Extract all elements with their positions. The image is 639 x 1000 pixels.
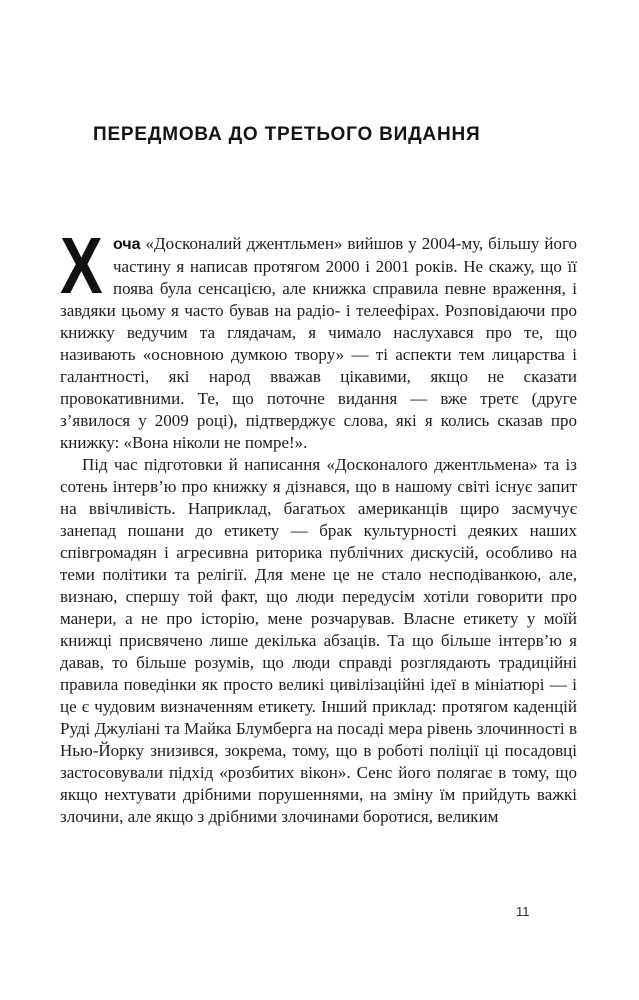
body-text <box>60 221 577 828</box>
chapter-title: ПЕРЕДМОВА ДО ТРЕТЬОГО ВИДАННЯ <box>93 124 481 145</box>
lead-bold-word: оча <box>113 236 141 253</box>
paragraph-1 <box>60 221 577 454</box>
drop-cap: Х <box>60 221 103 310</box>
paragraph-2: Під час підготовки й написання «Досконалого джентльмена» та із сотень інтерв’ю про книжку я дізнався, що в нашому світі існує запит на ввічливість. Наприклад, багатьох американців щиро засмучує занепад пошани до етикету — брак культурності деяких наших співгромадян і агресивна риторика публічних дискусій, особливо на теми політики та релігії. Для мене це не стало несподіванкою, але, визнаю, спершу той факт, що люди передусім хотіли говорити про манери, а не про історію, мене розчарував. Власне етикету у моїй книжці присвячено лише декілька абзаців. Та що більше інтерв’ю я давав, то більше розумів, що люди справді розглядають традиційні правила поведінки як просто великі цивілізаційні ідеї в мініатюрі — і це є чудовим визначенням етикету. Інший приклад: протягом каденцій Руді Джуліані та Майка Блумберга на посаді мера рівень злочинності в Нью-Йорку знизився, зокрема, тому, що в роботі поліції ці посадовці застосовували підхід «розбитих вікон». Сенс його полягає в тому, що якщо нехтувати дрібними порушеннями, на зміну їм прийдуть важкі злочини, але якщо з дрібними злочинами боротися, великим <box>60 455 577 826</box>
page-number: 11 <box>516 904 530 919</box>
paragraph-1-text: «Досконалий джентльмен» вийшов у 2004-му, більшу його частину я написав протягом 2000 і 2001 років. Не скажу, що її поява була сенсацією, але книжка справила певне враження, і завдяки цьому я часто бував на радіо- і телеефірах. Розповідаючи про книжку ведучим та глядачам, я чимало наслухався про те, що називають «основною думкою твору» — ті аспекти тем лицарства і галантності, які народ вважав цікавими, якщо не сказати провокативними. Те, що поточне видання — вже третє (друге з’явилося у 2009 році), підтверджує слова, які я колись сказав про книжку: «Вона ніколи не помре!». <box>60 234 577 452</box>
